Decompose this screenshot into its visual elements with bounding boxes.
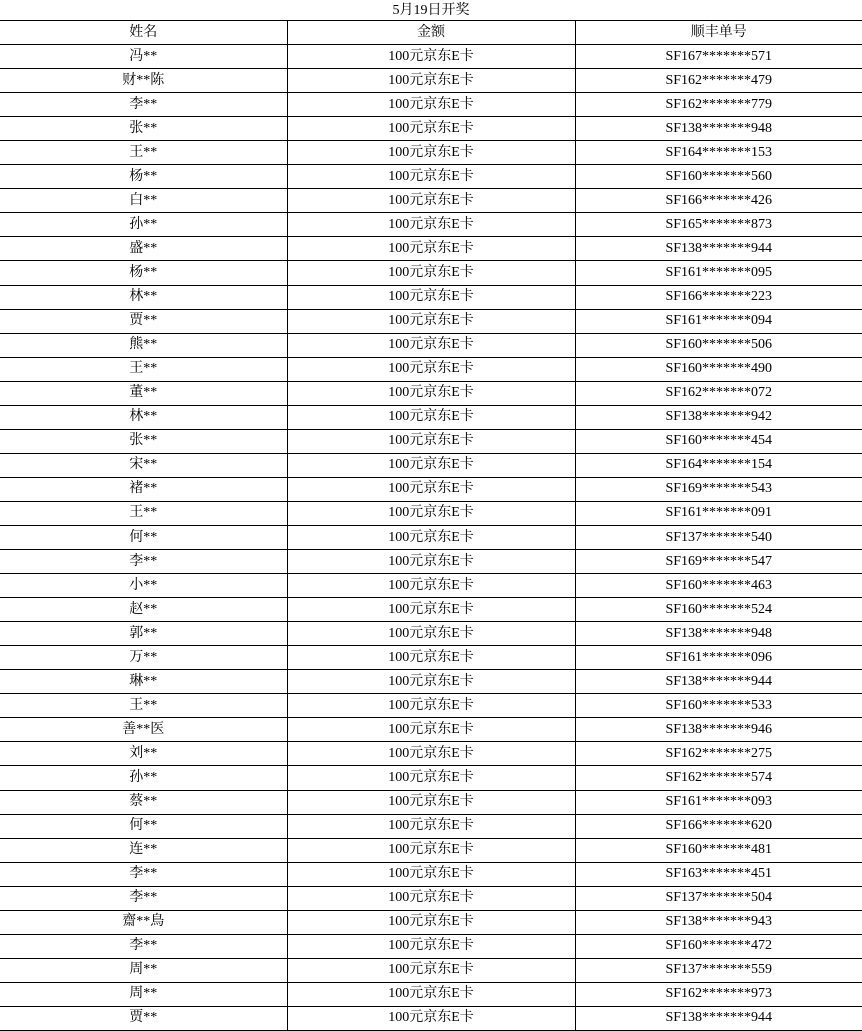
amount-cell: 100元京东E卡	[287, 213, 575, 237]
tracking-number-cell: SF169*******547	[575, 550, 862, 574]
amount-cell: 100元京东E卡	[287, 790, 575, 814]
table-row	[0, 429, 862, 453]
name-cell: 王**	[0, 141, 287, 165]
table-body	[0, 45, 862, 1031]
name-cell: 善**医	[0, 718, 287, 742]
amount-cell: 100元京东E卡	[287, 117, 575, 141]
tracking-number-cell: SF163*******451	[575, 862, 862, 886]
name-cell: 张**	[0, 117, 287, 141]
tracking-number-cell: SF169*******543	[575, 477, 862, 501]
tracking-number-cell: SF138*******944	[575, 670, 862, 694]
tracking-number-cell: SF160*******533	[575, 694, 862, 718]
name-cell: 褚**	[0, 477, 287, 501]
amount-cell: 100元京东E卡	[287, 453, 575, 477]
amount-cell: 100元京东E卡	[287, 934, 575, 958]
amount-cell: 100元京东E卡	[287, 886, 575, 910]
name-cell: 林**	[0, 285, 287, 309]
table-row	[0, 886, 862, 910]
table-row	[0, 285, 862, 309]
table-row	[0, 574, 862, 598]
table-row	[0, 117, 862, 141]
amount-cell: 100元京东E卡	[287, 189, 575, 213]
amount-cell: 100元京东E卡	[287, 501, 575, 525]
table-row	[0, 141, 862, 165]
tracking-number-cell: SF138*******942	[575, 405, 862, 429]
name-cell: 白**	[0, 189, 287, 213]
name-cell: 孙**	[0, 766, 287, 790]
table-row	[0, 237, 862, 261]
amount-cell: 100元京东E卡	[287, 333, 575, 357]
tracking-number-cell: SF162*******072	[575, 381, 862, 405]
table-row	[0, 646, 862, 670]
table-row	[0, 69, 862, 93]
tracking-number-cell: SF167*******571	[575, 45, 862, 69]
name-cell: 贾**	[0, 1006, 287, 1030]
amount-cell: 100元京东E卡	[287, 405, 575, 429]
amount-cell: 100元京东E卡	[287, 910, 575, 934]
name-cell: 宋**	[0, 453, 287, 477]
tracking-number-cell: SF137*******559	[575, 958, 862, 982]
name-cell: 杨**	[0, 165, 287, 189]
tracking-number-cell: SF161*******096	[575, 646, 862, 670]
amount-cell: 100元京东E卡	[287, 862, 575, 886]
table-row	[0, 982, 862, 1006]
amount-cell: 100元京东E卡	[287, 429, 575, 453]
amount-cell: 100元京东E卡	[287, 718, 575, 742]
name-cell: 盛**	[0, 237, 287, 261]
header-name: 姓名	[0, 21, 287, 45]
name-cell: 孙**	[0, 213, 287, 237]
table-row	[0, 766, 862, 790]
name-cell: 何**	[0, 525, 287, 549]
tracking-number-cell: SF160*******454	[575, 429, 862, 453]
amount-cell: 100元京东E卡	[287, 309, 575, 333]
amount-cell: 100元京东E卡	[287, 237, 575, 261]
name-cell: 王**	[0, 357, 287, 381]
table-row	[0, 958, 862, 982]
tracking-number-cell: SF138*******944	[575, 1006, 862, 1030]
table-row	[0, 165, 862, 189]
tracking-number-cell: SF137*******504	[575, 886, 862, 910]
table-row	[0, 742, 862, 766]
tracking-number-cell: SF165*******873	[575, 213, 862, 237]
table-row	[0, 189, 862, 213]
amount-cell: 100元京东E卡	[287, 958, 575, 982]
name-cell: 王**	[0, 694, 287, 718]
tracking-number-cell: SF161*******095	[575, 261, 862, 285]
table-row	[0, 309, 862, 333]
table-row	[0, 477, 862, 501]
tracking-number-cell: SF160*******472	[575, 934, 862, 958]
table-row	[0, 670, 862, 694]
amount-cell: 100元京东E卡	[287, 381, 575, 405]
tracking-number-cell: SF162*******574	[575, 766, 862, 790]
tracking-number-cell: SF161*******093	[575, 790, 862, 814]
table-row	[0, 694, 862, 718]
tracking-number-cell: SF164*******154	[575, 453, 862, 477]
tracking-number-cell: SF161*******091	[575, 501, 862, 525]
table-row	[0, 934, 862, 958]
tracking-number-cell: SF138*******948	[575, 622, 862, 646]
amount-cell: 100元京东E卡	[287, 982, 575, 1006]
header-tracking: 顺丰单号	[575, 21, 862, 45]
tracking-number-cell: SF164*******153	[575, 141, 862, 165]
tracking-number-cell: SF162*******275	[575, 742, 862, 766]
table-row	[0, 790, 862, 814]
tracking-number-cell: SF162*******973	[575, 982, 862, 1006]
name-cell: 财**陈	[0, 69, 287, 93]
amount-cell: 100元京东E卡	[287, 93, 575, 117]
name-cell: 熊**	[0, 333, 287, 357]
amount-cell: 100元京东E卡	[287, 694, 575, 718]
amount-cell: 100元京东E卡	[287, 477, 575, 501]
tracking-number-cell: SF138*******944	[575, 237, 862, 261]
table-row	[0, 213, 862, 237]
name-cell: 李**	[0, 862, 287, 886]
amount-cell: 100元京东E卡	[287, 1006, 575, 1030]
amount-cell: 100元京东E卡	[287, 646, 575, 670]
table-row	[0, 357, 862, 381]
table-row	[0, 405, 862, 429]
tracking-number-cell: SF138*******948	[575, 117, 862, 141]
amount-cell: 100元京东E卡	[287, 141, 575, 165]
tracking-number-cell: SF166*******426	[575, 189, 862, 213]
amount-cell: 100元京东E卡	[287, 574, 575, 598]
name-cell: 李**	[0, 934, 287, 958]
tracking-number-cell: SF162*******779	[575, 93, 862, 117]
tracking-number-cell: SF160*******463	[575, 574, 862, 598]
tracking-number-cell: SF160*******506	[575, 333, 862, 357]
table-row	[0, 525, 862, 549]
table-row	[0, 718, 862, 742]
name-cell: 林**	[0, 405, 287, 429]
table-row	[0, 45, 862, 69]
table-row	[0, 333, 862, 357]
table-row	[0, 910, 862, 934]
amount-cell: 100元京东E卡	[287, 814, 575, 838]
name-cell: 万**	[0, 646, 287, 670]
name-cell: 冯**	[0, 45, 287, 69]
amount-cell: 100元京东E卡	[287, 622, 575, 646]
tracking-number-cell: SF162*******479	[575, 69, 862, 93]
name-cell: 连**	[0, 838, 287, 862]
table-row	[0, 622, 862, 646]
table-row	[0, 838, 862, 862]
amount-cell: 100元京东E卡	[287, 261, 575, 285]
table-row	[0, 261, 862, 285]
amount-cell: 100元京东E卡	[287, 550, 575, 574]
name-cell: 王**	[0, 501, 287, 525]
table-row	[0, 453, 862, 477]
name-cell: 杨**	[0, 261, 287, 285]
amount-cell: 100元京东E卡	[287, 670, 575, 694]
tracking-number-cell: SF166*******620	[575, 814, 862, 838]
table-row	[0, 550, 862, 574]
amount-cell: 100元京东E卡	[287, 838, 575, 862]
name-cell: 琳**	[0, 670, 287, 694]
header-row	[0, 21, 862, 45]
tracking-number-cell: SF138*******943	[575, 910, 862, 934]
name-cell: 周**	[0, 982, 287, 1006]
name-cell: 李**	[0, 93, 287, 117]
name-cell: 李**	[0, 550, 287, 574]
amount-cell: 100元京东E卡	[287, 742, 575, 766]
name-cell: 贾**	[0, 309, 287, 333]
tracking-number-cell: SF160*******481	[575, 838, 862, 862]
name-cell: 郭**	[0, 622, 287, 646]
name-cell: 董**	[0, 381, 287, 405]
tracking-number-cell: SF161*******094	[575, 309, 862, 333]
table-row	[0, 93, 862, 117]
tracking-number-cell: SF166*******223	[575, 285, 862, 309]
tracking-number-cell: SF138*******946	[575, 718, 862, 742]
name-cell: 周**	[0, 958, 287, 982]
sheet-title: 5月19日开奖	[392, 3, 470, 18]
name-cell: 李**	[0, 886, 287, 910]
tracking-number-cell: SF160*******560	[575, 165, 862, 189]
amount-cell: 100元京东E卡	[287, 766, 575, 790]
table-row	[0, 862, 862, 886]
amount-cell: 100元京东E卡	[287, 285, 575, 309]
name-cell: 小**	[0, 574, 287, 598]
name-cell: 齋**鳥	[0, 910, 287, 934]
tracking-number-cell: SF160*******524	[575, 598, 862, 622]
header-amount: 金额	[287, 21, 575, 45]
table-row	[0, 381, 862, 405]
winners-table	[0, 20, 862, 1031]
name-cell: 张**	[0, 429, 287, 453]
name-cell: 刘**	[0, 742, 287, 766]
table-row	[0, 814, 862, 838]
tracking-number-cell: SF137*******540	[575, 525, 862, 549]
table-row	[0, 501, 862, 525]
amount-cell: 100元京东E卡	[287, 69, 575, 93]
amount-cell: 100元京东E卡	[287, 525, 575, 549]
name-cell: 赵**	[0, 598, 287, 622]
amount-cell: 100元京东E卡	[287, 357, 575, 381]
amount-cell: 100元京东E卡	[287, 165, 575, 189]
table-row	[0, 598, 862, 622]
table-row	[0, 1006, 862, 1030]
tracking-number-cell: SF160*******490	[575, 357, 862, 381]
amount-cell: 100元京东E卡	[287, 598, 575, 622]
name-cell: 蔡**	[0, 790, 287, 814]
amount-cell: 100元京东E卡	[287, 45, 575, 69]
name-cell: 何**	[0, 814, 287, 838]
